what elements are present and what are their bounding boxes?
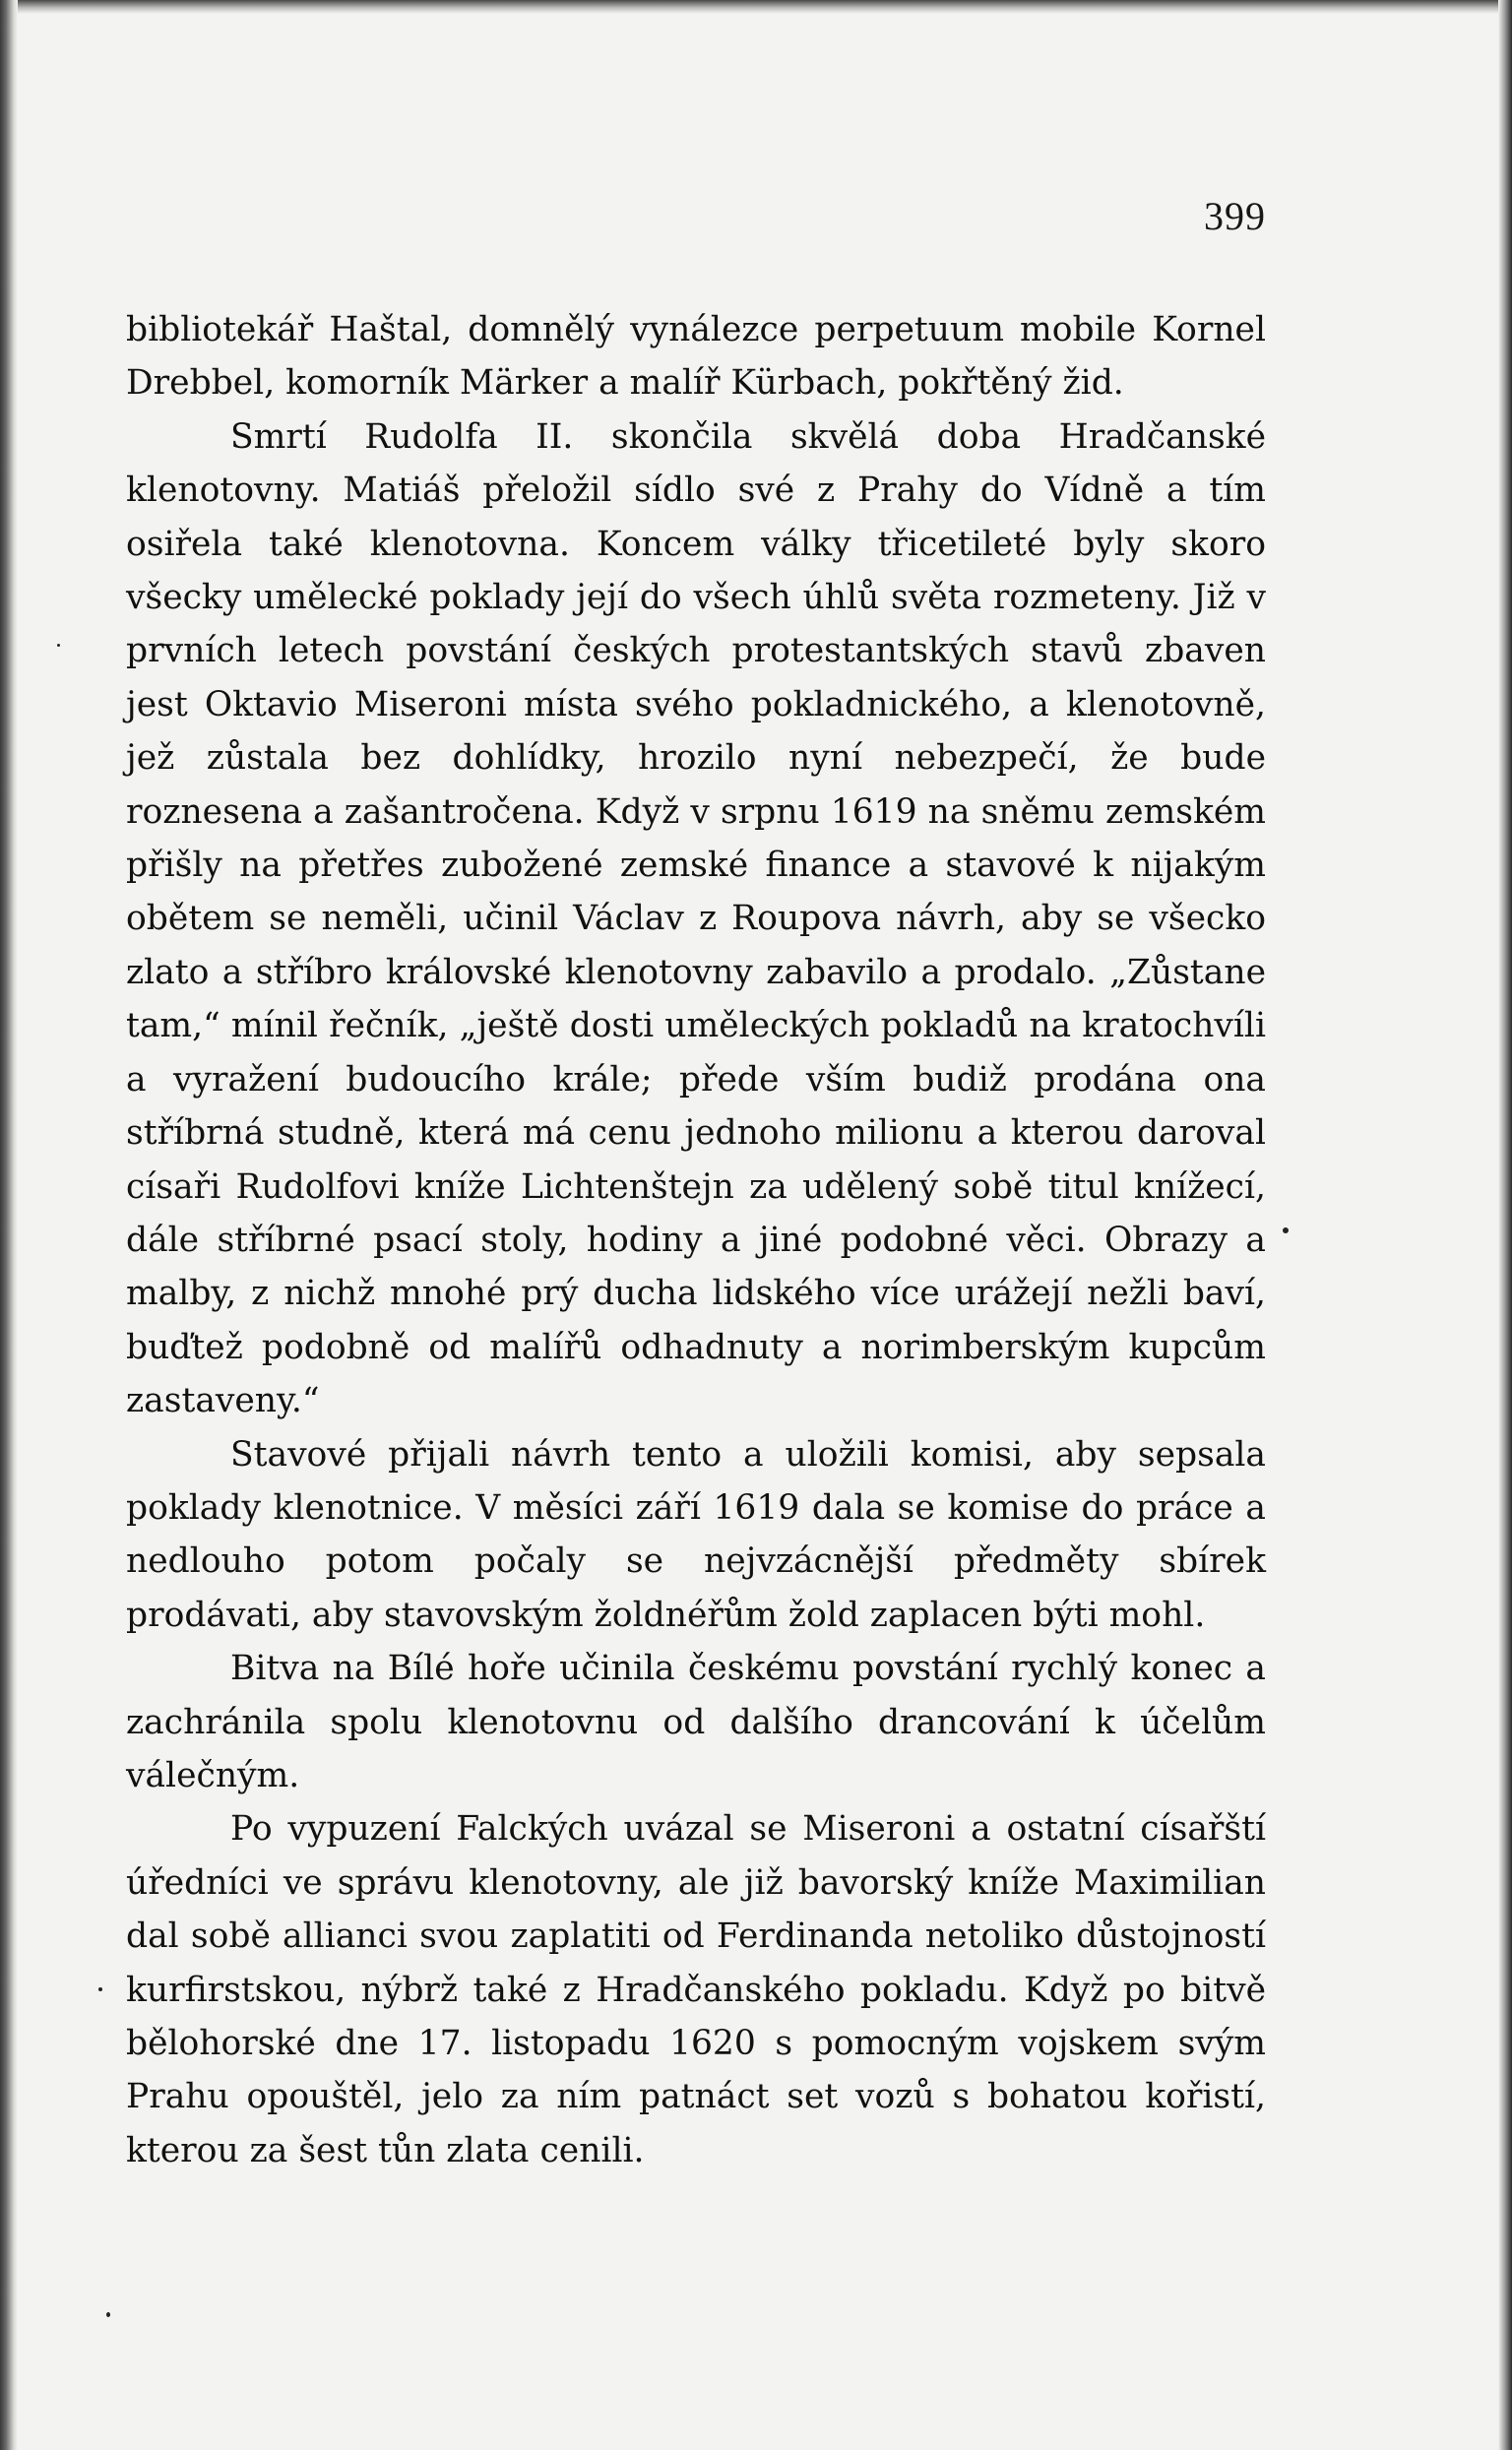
page-left-shadow [0, 0, 18, 2450]
paragraph-2: Smrtí Rudolfa II. skončila skvělá doba Hradčanské klenotovny. Matiáš přeložil sídlo své z Prahy do Vídně a tím osiřela také klenotovna. Koncem války třicetileté byly skoro všecky umělecké poklady její do všech úhlů světa rozmeteny. Již v prvních letech povstání českých protestantských stavů zbaven jest Oktavio Miseroni místa svého pokladnického, a klenotovně, jež zůstala bez dohlídky, hrozilo nyní nebezpečí, že bude roznesena a zašantročena. Když v srpnu 1619 na sněmu zemském přišly na přetřes zubožené zemské finance a stavové k nijakým obětem se neměli, učinil Václav z Roupova návrh, aby se všecko zlato a stříbro královské klenotovny zabavilo a prodalo. „Zůstane tam,“ mínil řečník, „ještě dosti uměleckých pokladů na kratochvíli a vyražení budoucího krále; přede vším budiž prodána ona stříbrná studně, která má cenu jednoho milionu a kterou daroval císaři Rudolfovi kníže Lichtenštejn za udělený sobě titul knížecí, dále stříbrné psací stoly, hodiny a jiné podobné věci. Obrazy a malby, z nichž mnohé prý ducha lidského více urážejí nežli baví, buďtež podobně od malířů odhadnuty a norimberským kupcům zastaveny.“ [126, 416, 1266, 1421]
paragraph-5: Po vypuzení Falckých uvázal se Miseroni a ostatní císařští úředníci ve správu klenotovny, ale již bavorský kníže Maximilian dal sobě allianci svou zaplatiti od Ferdinanda netoliko důstojností kurfirstskou, nýbrž také z Hradčanského pokladu. Když po bitvě bělohorské dne 17. listopadu 1620 s pomocným vojskem svým Prahu opouštěl, jelo za ním patnáct set vozů s bohatou kořistí, kterou za šest tůn zlata cenili. [126, 1809, 1266, 2170]
print-speck [57, 644, 60, 647]
print-speck [98, 1987, 102, 1991]
page-top-shadow [0, 0, 1512, 14]
paragraph-4: Bitva na Bílé hoře učinila českému povstání rychlý konec a zachránila spolu klenotovnu od dalšího drancování k účelům válečným. [126, 1649, 1266, 1795]
print-speck [1283, 1227, 1289, 1233]
paragraph-1: bibliotekář Haštal, domnělý vynálezce perpetuum mobile Kornel Drebbel, komorník Märker a malíř Kürbach, pokřtěný žid. [126, 310, 1266, 404]
paragraph-3: Stavové přijali návrh tento a uložili komisi, aby sepsala poklady klenotnice. V měsíci září 1619 dala se komise do práce a nedlouho potom počaly se nejvzácnější předměty sbírek prodávati, aby stavovským žoldnéřům žold zaplacen býti mohl. [126, 1434, 1266, 1635]
print-speck [106, 2312, 110, 2317]
page-right-shadow [1498, 0, 1512, 2450]
page-number: 399 [1204, 194, 1266, 238]
page-text [126, 303, 1266, 2177]
